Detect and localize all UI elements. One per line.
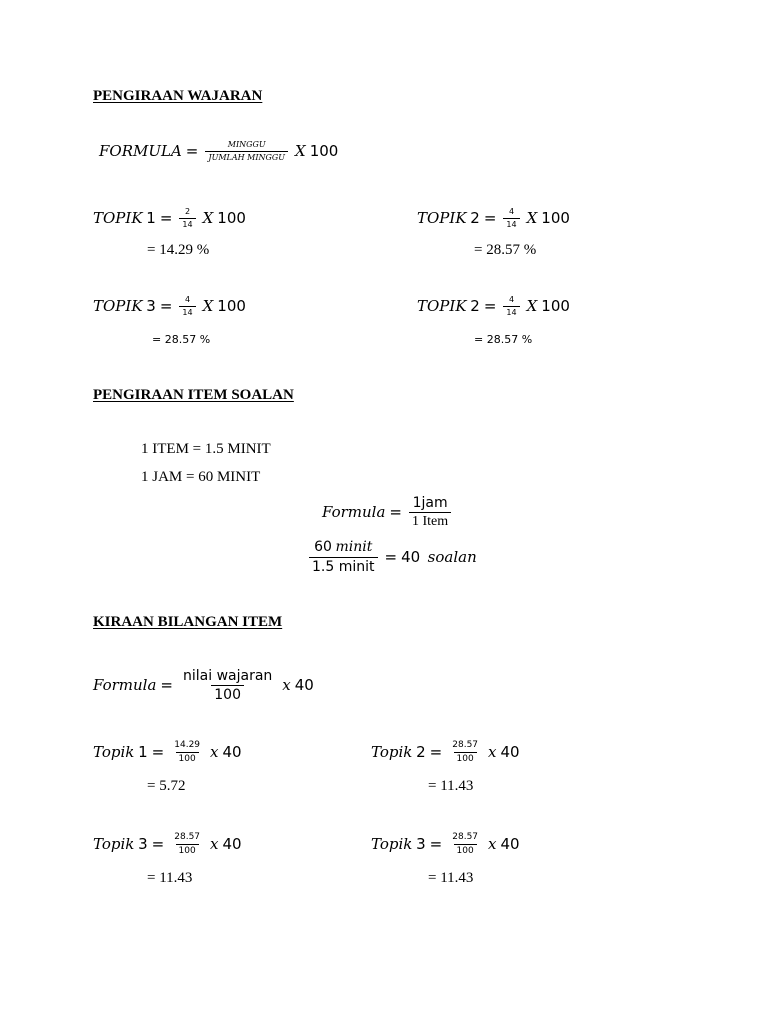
- heading-pengiraan-wajaran: PENGIRAAN WAJARAN: [93, 88, 263, 104]
- wajaran-topik-3-result: = 28.57 %: [152, 333, 211, 346]
- bilangan-formula: Formula = $\frac{\text{nilai wajaran}}{100}$ x 40: [93, 668, 314, 703]
- item-soalan-formula: Formula = $\frac{\text{1jam}}{\text{1 Item}}$: [322, 496, 454, 529]
- formula-label: FORMULA: [99, 142, 182, 160]
- heading-pengiraan-item-soalan: PENGIRAAN ITEM SOALAN: [93, 387, 294, 403]
- formula-fraction: [205, 141, 288, 162]
- wajaran-topik-2: TOPIK 2 = $\frac{4}{14}$ X 100: [417, 207, 570, 229]
- item-minit-line: 1 ITEM = 1.5 MINIT: [141, 441, 271, 457]
- fraction-denominator: JUMLAH MINGGU: [205, 151, 288, 162]
- wajaran-topik-3: TOPIK 3 = $\frac{4}{14}$ X 100: [93, 295, 246, 317]
- bilangan-topik-1-result: = 5.72: [147, 778, 186, 794]
- wajaran-topik-1: TOPIK 1 = $\frac{2}{14}$ X 100: [93, 207, 246, 229]
- fraction-numerator: MINGGU: [227, 140, 266, 149]
- item-soalan-calc: $\frac{\text{60 minit}}{\text{1.5 minit}}$ = 40 soalan: [306, 540, 477, 574]
- bilangan-topik-1: Topik 1 = $\frac{14.29}{100}$ x 40: [93, 740, 242, 764]
- wajaran-topik-2b-result: = 28.57 %: [474, 333, 533, 346]
- bilangan-topik-2-result: = 11.43: [428, 778, 474, 794]
- multiplier-value: 100: [309, 142, 339, 160]
- wajaran-formula: FORMULA = $\frac{\text{MINGGU}}{\text{JUMLAH MINGGU}}$ X 100: [99, 140, 339, 162]
- wajaran-topik-2-result: = 28.57 %: [474, 242, 537, 258]
- jam-minit-line: 1 JAM = 60 MINIT: [141, 469, 261, 485]
- wajaran-topik-2b: TOPIK 2 = $\frac{4}{14}$ X 100: [417, 295, 570, 317]
- bilangan-topik-2: Topik 2 = $\frac{28.57}{100}$ x 40: [371, 740, 520, 764]
- heading-kiraan-bilangan-item: KIRAAN BILANGAN ITEM: [93, 614, 283, 630]
- bilangan-topik-3: Topik 3 = $\frac{28.57}{100}$ x 40: [93, 832, 242, 856]
- bilangan-topik-3b-result: = 11.43: [428, 870, 474, 886]
- bilangan-topik-3-result: = 11.43: [147, 870, 193, 886]
- multiply-sign: X: [295, 142, 306, 160]
- wajaran-topik-1-result: = 14.29 %: [147, 242, 210, 258]
- bilangan-topik-3b: Topik 3 = $\frac{28.57}{100}$ x 40: [371, 832, 520, 856]
